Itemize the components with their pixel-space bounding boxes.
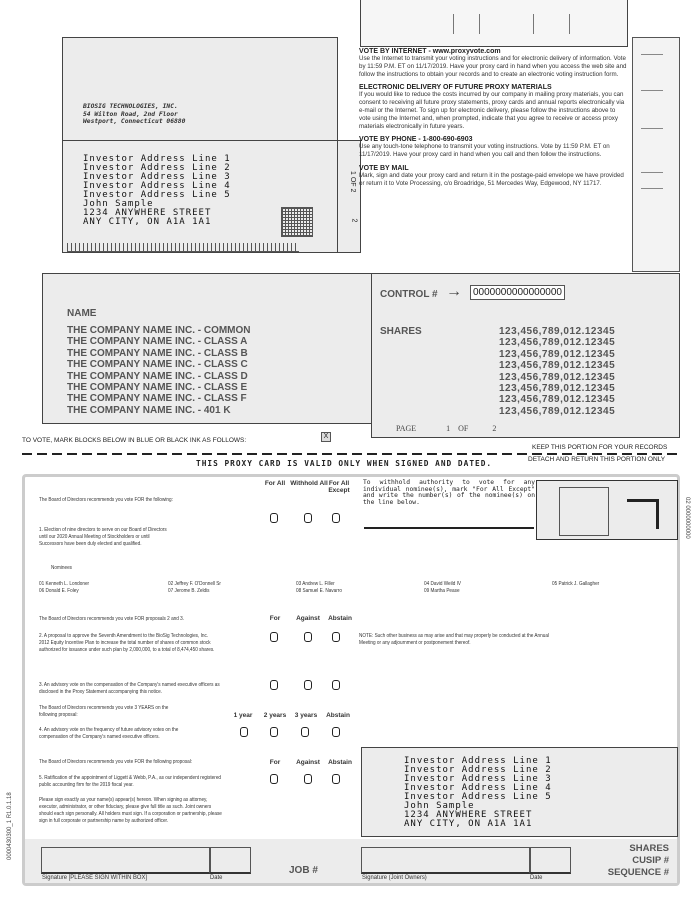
name-label: NAME (67, 308, 97, 319)
issuer-address-2: Westport, Connecticut 06880 (83, 118, 186, 125)
mark-instructions: TO VOTE, MARK BLOCKS BELOW IN BLUE OR BLACK INK AS FOLLOWS: (22, 437, 247, 444)
form-code: 0000430300_1 R1.0.1.18 (7, 792, 13, 860)
holding-name: THE COMPANY NAME INC. - CLASS B (67, 347, 248, 359)
holding-name: THE COMPANY NAME INC. - 401 K (67, 404, 231, 416)
signature-strip (25, 839, 677, 883)
section-body: Use any touch-tone telephone to transmit your voting instructions. Vote by 11:59 P.M. ET on 11/17/2019. Have your proxy card in hand when you call and then follow the instructions. (359, 143, 610, 159)
address-line: Investor Address Line 3 (404, 774, 552, 784)
shares-label: SHARES (629, 843, 669, 854)
proposal-5-for[interactable] (270, 774, 278, 784)
joint-date-label: Date (530, 874, 543, 881)
control-box (371, 273, 680, 438)
address-line: John Sample (404, 801, 475, 811)
ruler-ticks (67, 243, 299, 252)
proposal-2-against[interactable] (304, 632, 312, 642)
nominee: 06 Donald E. Foley (39, 588, 79, 594)
side-code: 02 0000000000 (684, 497, 690, 539)
page-label: PAGE (396, 424, 417, 433)
voting-instructions (359, 48, 627, 188)
nominee: 02 Jeffrey F. O'Donnell Sr (168, 581, 221, 587)
address-line: ANY CITY, ON A1A 1A1 (404, 819, 533, 829)
address-line: ANY CITY, ON A1A 1A1 (83, 217, 212, 227)
holding-name: THE COMPANY NAME INC. - CLASS E (67, 382, 248, 394)
mark-example-box: X (321, 432, 331, 442)
shares-cusip-sequence (608, 843, 669, 879)
address-line: Investor Address Line 1 (83, 154, 231, 164)
issuer-box (62, 37, 338, 141)
holding-name: THE COMPANY NAME INC. - CLASS F (67, 393, 247, 405)
share-amount: 123,456,789,012.12345 (499, 405, 616, 417)
address-line: Investor Address Line 4 (83, 181, 231, 191)
holding-name: THE COMPANY NAME INC. - COMMON (67, 325, 251, 336)
for-all-checkbox[interactable] (270, 513, 278, 523)
section-title: ELECTRONIC DELIVERY OF FUTURE PROXY MATERIALS (359, 84, 552, 92)
of-label: OF (458, 424, 469, 433)
proposal-3-for[interactable] (270, 680, 278, 690)
except-write-line[interactable] (364, 527, 534, 529)
page-count: 2 (492, 424, 497, 433)
proposal-3-against[interactable] (304, 680, 312, 690)
page-total: 2 (350, 218, 358, 223)
nominee: 07 Jerome B. Zeldis (168, 588, 210, 594)
column-header: Withhold All (290, 480, 328, 487)
signature-label: Signature [PLEASE SIGN WITHIN BOX] (42, 874, 148, 881)
arrow-right-icon: → (446, 283, 462, 300)
nominee: 05 Patrick J. Gallagher (552, 581, 600, 587)
cusip-label: CUSIP # (632, 855, 669, 866)
validity-notice: THIS PROXY CARD IS VALID ONLY WHEN SIGNED AND DATED. (196, 459, 493, 468)
column-header: 2 years (263, 712, 287, 719)
recommendation-1: The Board of Directors recommends you vote FOR the following: (39, 497, 173, 503)
proposal-4-2-years[interactable] (270, 727, 278, 737)
section-body: Mark, sign and date your proxy card and return it in the postage-paid envelope we have provided or return it to Vote Processing, c/o Broadridge, 51 Mercedes Way, Edgewood, NY 11717. (359, 171, 624, 187)
column-header: 1 year (233, 712, 253, 719)
address-line: Investor Address Line 2 (83, 163, 231, 173)
share-amount: 123,456,789,012.12345 (499, 337, 616, 349)
detach-portion-label: DETACH AND RETURN THIS PORTION ONLY (528, 456, 666, 463)
signature-box[interactable] (41, 847, 211, 874)
page-indicator (396, 424, 496, 433)
issuer-address-1: 54 Wilton Road, 2nd Floor (83, 110, 178, 118)
date-label: Date (210, 874, 223, 881)
address-line: Investor Address Line 2 (404, 765, 552, 775)
column-header: 3 years (294, 712, 318, 719)
share-amount: 123,456,789,012.12345 (499, 394, 616, 406)
investor-address (83, 155, 231, 227)
proposal-4-abstain[interactable] (332, 727, 340, 737)
nominees-label: Nominees (51, 565, 73, 571)
keep-portion-label: KEEP THIS PORTION FOR YOUR RECORDS (532, 444, 668, 451)
nominee: 09 Martha Pease (424, 588, 460, 594)
shares-label: SHARES (380, 326, 422, 337)
withhold-all-checkbox[interactable] (304, 513, 312, 523)
page-of-label: 1 OF 2 (349, 171, 356, 193)
nominee: 01 Kenneth L. Londoner (39, 581, 90, 587)
share-amount: 123,456,789,012.12345 (499, 348, 616, 360)
proposal-4-1-year[interactable] (240, 727, 248, 737)
joint-signature-label: Signature (Joint Owners) (362, 874, 427, 881)
joint-date-box[interactable] (529, 847, 571, 874)
address-line: John Sample (83, 199, 154, 209)
share-amount: 123,456,789,012.12345 (499, 383, 616, 395)
vote-mail (359, 165, 627, 188)
holding-name: THE COMPANY NAME INC. - CLASS C (67, 359, 248, 371)
proposal-5: 5. Ratification of the appointment of Liggett & Webb, P.A., as our independent registered public accounting firm for the 2019 fiscal year. (39, 775, 222, 788)
section-body: If you would like to reduce the costs incurred by our company in mailing proxy materials, you can consent to receiving all future proxy statements, proxy cards and annual reports electronically via e-mail or the Internet. To sign up for electronic delivery, please follow the instructions above to vote using the Internet and, when prompted, indicate that you agree to receive or access proxy materials electronically in future years. (359, 91, 625, 130)
nominee: 08 Samuel E. Navarro (296, 588, 342, 594)
proposal-2-for[interactable] (270, 632, 278, 642)
proposal-4-3-years[interactable] (301, 727, 309, 737)
recommendation-2: The Board of Directors recommends you vote FOR proposals 2 and 3. (39, 616, 185, 622)
proposal-2: 2. A proposal to approve the Seventh Amendment to the BioSig Technologies, Inc. 2012 Equity Incentive Plan to increase the total number of shares of common stock authorized for issuance under such plan by 2,000,000, to a total of 8,474,450 shares. (39, 633, 215, 653)
date-box[interactable] (209, 847, 251, 874)
address-line: Investor Address Line 4 (404, 783, 552, 793)
column-header: For (269, 615, 281, 622)
scan-mark-box (536, 480, 678, 540)
column-header: Abstain (326, 712, 350, 719)
address-line: Investor Address Line 1 (404, 756, 552, 766)
holding-names (67, 325, 251, 416)
sequence-label: SEQUENCE # (607, 867, 669, 878)
barcode-strip (360, 0, 628, 47)
page-number: 1 (446, 424, 451, 433)
address-line: Investor Address Line 3 (83, 172, 231, 182)
column-header: For All (264, 480, 286, 487)
control-number: 0000000000000000 (470, 285, 565, 300)
share-amount: 123,456,789,012.12345 (499, 326, 616, 337)
nominee: 03 Andrew L. Filler (296, 581, 335, 587)
holdings-names-box (42, 273, 373, 424)
proposal-3: 3. An advisory vote on the compensation of the Company's named executive officers as disclosed in the Proxy Statement accompanying this notice. (39, 682, 220, 695)
withhold-instructions: To withhold authority to vote for any individual nominee(s), mark "For All Except" and write the number(s) of the nominee(s) on the line below. (363, 479, 535, 506)
proposal-5-against[interactable] (304, 774, 312, 784)
vote-phone (359, 136, 627, 159)
recommendation-4: The Board of Directors recommends you vote 3 YEARS on the following proposal: (39, 705, 169, 718)
signing-instructions: Please sign exactly as your name(s) appear(s) hereon. When signing as attorney, executor, administrator, or other fiduciary, please give full title as such. Joint owners should each sign personally. All holders must sign. If a corporation or partnership, please sign in full corporate or partnership name by authorized officer. (39, 797, 222, 824)
proposal-1: 1. Election of nine directors to serve on our Board of Directors until our 2020 Annual Meeting of Stockholders or until Successors have been duly elected and qualified. (39, 527, 167, 547)
control-label: CONTROL # (380, 289, 438, 300)
issuer-name: BIOSIG TECHNOLOGIES, INC. (83, 103, 178, 110)
share-amount: 123,456,789,012.12345 (499, 360, 616, 372)
joint-signature-box[interactable] (361, 847, 531, 874)
proposal-2-abstain[interactable] (332, 632, 340, 642)
share-amount: 123,456,789,012.12345 (499, 371, 616, 383)
share-amounts (499, 326, 615, 417)
column-header: Abstain (328, 615, 352, 622)
for-all-except-checkbox[interactable] (332, 513, 340, 523)
address-line: Investor Address Line 5 (404, 792, 552, 802)
return-address-window (361, 747, 678, 837)
column-header: Against (296, 759, 320, 766)
column-header: For All Except (328, 480, 350, 494)
address-line: 1234 ANYWHERE STREET (83, 208, 212, 218)
address-line: 1234 ANYWHERE STREET (404, 810, 533, 820)
holding-name: THE COMPANY NAME INC. - CLASS D (67, 370, 248, 382)
vote-internet (359, 48, 627, 78)
proposal-3-abstain[interactable] (332, 680, 340, 690)
proposal-5-abstain[interactable] (332, 774, 340, 784)
column-header: For (269, 759, 281, 766)
investor-address-window (62, 140, 338, 253)
nominee: 04 David Weild IV (424, 581, 462, 587)
job-number-label: JOB # (289, 865, 318, 876)
recommendation-5: The Board of Directors recommends you vote FOR the following proposal: (39, 759, 193, 765)
page-tab (337, 140, 361, 253)
section-body: Use the Internet to transmit your voting instructions and for electronic delivery of information. Vote by 11:59 P.M. ET on 11/17/2019. Have your proxy card in hand when you access the web site and follow the instructions to obtain your records and to create an electronic voting instruction form. (359, 55, 627, 78)
right-stub (632, 37, 680, 272)
proposal-4: 4. An advisory vote on the frequency of future advisory votes on the compensation of the Company's named executive officers. (39, 727, 179, 740)
section-title: VOTE BY INTERNET - www.proxyvote.com (359, 48, 501, 55)
section-title: VOTE BY MAIL (359, 164, 409, 172)
holding-name: THE COMPANY NAME INC. - CLASS A (67, 336, 248, 348)
address-line: Investor Address Line 5 (83, 190, 231, 200)
section-title: VOTE BY PHONE - 1-800-690-6903 (359, 136, 473, 144)
grid-mark (281, 207, 313, 237)
column-header: Against (296, 615, 320, 622)
column-header: Abstain (328, 759, 352, 766)
vote-electronic-delivery (359, 84, 627, 130)
detach-line (22, 453, 680, 455)
ballot-card (22, 474, 680, 886)
other-business-note: NOTE: Such other business as may arise and that may properly be conducted at the Annual Meeting or any adjournment or postponement thereof. (359, 633, 549, 646)
